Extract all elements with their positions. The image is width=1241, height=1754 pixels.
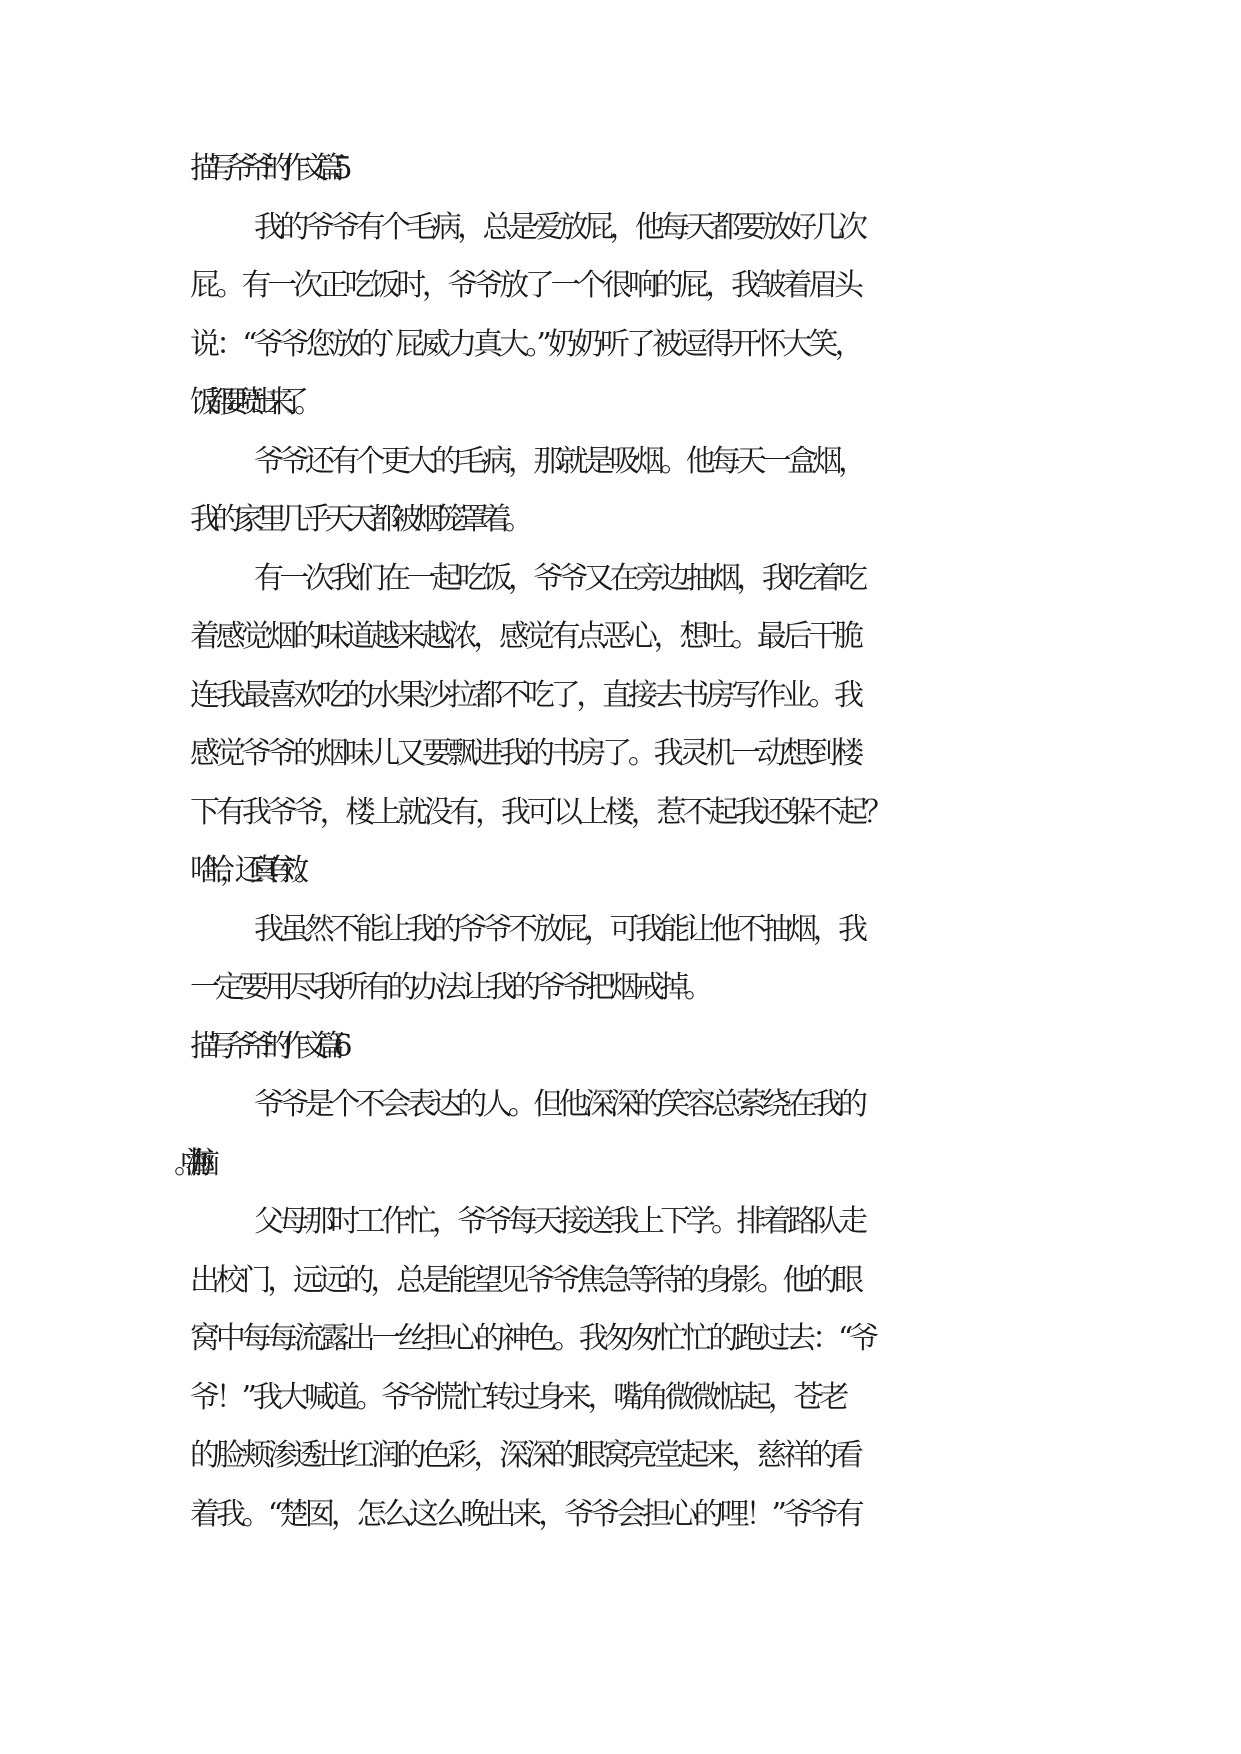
text-line: 哈哈，还真有效。 <box>190 853 309 888</box>
text-line: 父母那时工作忙，爷爷每天接送我上下学。排着路队走 <box>254 1204 864 1239</box>
section-heading: 描写爷爷的作文 篇5 <box>190 151 341 186</box>
text-line: 连我最喜欢吃的水果沙拉都不吃了，直接去书房写作业。我 <box>190 677 860 713</box>
text-line: 窝中每每流露出一丝担心的神色。我匆匆忙忙的跑过去：“爷 <box>190 1321 876 1356</box>
text-line: 着我。“楚囡，怎么这么晚出来，爷爷会担心的哩！”爷爷有 <box>190 1496 861 1532</box>
text-line <box>190 1135 1052 1194</box>
document-page <box>190 140 1052 1544</box>
text-line: 我虽然不能让我的爷爷不放屁，可我能让他不抽烟，我 <box>254 911 864 947</box>
text-line: 的脸颊渗透出红润的色彩，深深的眼窝亮堂起来，慈祥的看 <box>190 1438 860 1473</box>
text-line: 说：“爷爷您放的`屁威力真大。”奶奶听了被逗得开怀大笑， <box>190 326 861 362</box>
text-line: 我的爷爷有个毛病，总是爱放屁，他每天都要放好几次 <box>254 209 864 245</box>
text-line: 爷！”我大喊道。爷爷慌忙转过身来，嘴角微微惦起，苍老 <box>190 1379 846 1415</box>
text-line: 爷爷是个不会表达的人。但他深深的笑容总萦绕在我的 <box>254 1087 864 1122</box>
section-heading: 描写爷爷的作文 篇6 <box>190 1028 341 1064</box>
text-line: 着感觉烟的味道越来越浓，感觉有点恶心，想吐。最后干脆 <box>190 619 860 654</box>
text-line: 感觉爷爷的烟味儿又要飘进我的书房了。我灵机一动想到楼 <box>190 736 860 771</box>
text-line: 下有我爷爷，楼上就没有，我可以上楼，惹不起我还躲不起？ <box>190 794 890 830</box>
text-line: 爷爷还有个更大的毛病，那就是吸烟。他每天一盒烟， <box>254 443 864 479</box>
text-line: 有一次我们在一起吃饭，爷爷又在旁边抽烟，我吃着吃 <box>254 560 864 596</box>
text-line: 我的家里几乎天天都被烟笼罩着。 <box>190 502 527 537</box>
text-line: 出校门，远远的，总是能望见爷爷焦急等待的身影。他的眼 <box>190 1262 860 1298</box>
text-line: 一定要用尽我所有的办法让我的爷爷把烟戒掉。 <box>190 970 709 1005</box>
text-line: 饭都要喷出来了。 <box>190 385 309 420</box>
text-line: 屁。有一次正吃饭时，爷爷放了一个很响的屁，我皱着眉头 <box>190 268 860 303</box>
